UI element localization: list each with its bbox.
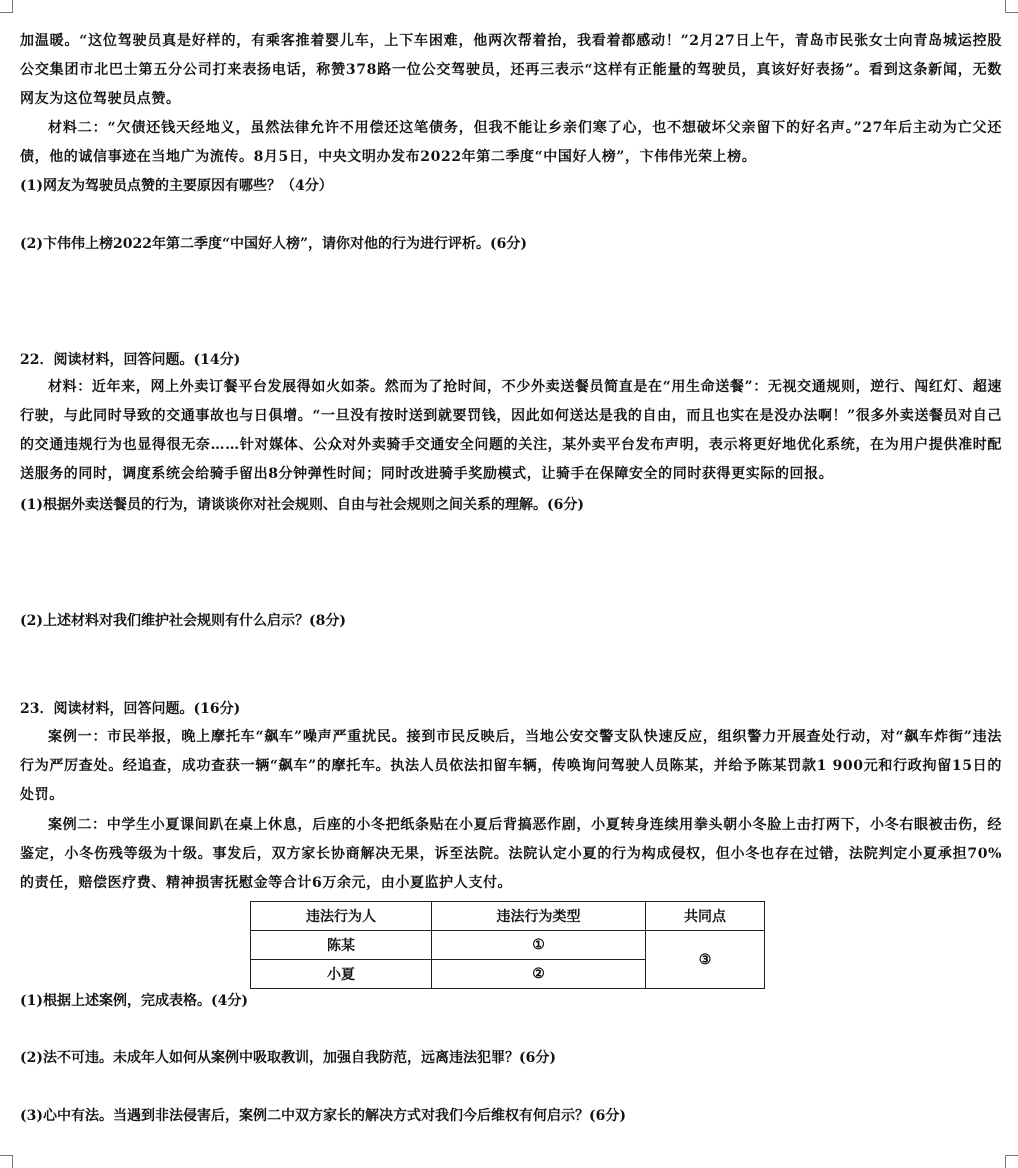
q22-material-label: 材料： xyxy=(48,379,92,395)
q22-title: 22．阅读材料，回答问题。(14分) xyxy=(20,352,241,368)
table-header-cell: 共同点 xyxy=(646,902,765,931)
q23-title: 23．阅读材料，回答问题。(16分) xyxy=(20,701,241,717)
case2-label: 案例二： xyxy=(48,817,107,833)
q23-case1 xyxy=(20,723,1002,810)
case1-label: 案例一： xyxy=(48,729,108,745)
material-two-label: 材料二： xyxy=(48,120,108,136)
crop-mark-bottom-right xyxy=(1005,1155,1018,1168)
q23-sub2: (2)法不可违。未成年人如何从案例中吸取教训，加强自我防范，远离违法犯罪？(6分) xyxy=(20,1050,556,1066)
q23-case2 xyxy=(20,811,1002,898)
table-cell-type: ② xyxy=(432,960,646,989)
table-header-cell: 违法行为人 xyxy=(251,902,432,931)
case1-text: 市民举报，晚上摩托车“飙车”噪声严重扰民。接到市民反映后，当地公安交警支队快速反应，组织警力开展查处行动，对“飙车炸街”违法行为严厉查处。经追查，成功查获一辆“飙车”的摩托车。执法人员依法扣留车辆，传唤询问驾驶人员陈某，并给予陈某罚款1 900元和行政拘留15日的处罚。 xyxy=(20,729,1002,803)
table-header-cell: 违法行为类型 xyxy=(432,902,646,931)
crop-mark-top-right xyxy=(1005,0,1018,13)
q23-sub3: (3)心中有法。当遇到非法侵害后，案例二中双方家长的解决方式对我们今后维权有何启示？(6分) xyxy=(20,1108,626,1124)
material-two xyxy=(20,114,1002,172)
table-cell-type: ① xyxy=(432,931,646,960)
table-cell-person: 小夏 xyxy=(251,960,432,989)
answer-table xyxy=(250,901,765,989)
q21-sub2: (2)卞伟伟上榜2022年第二季度“中国好人榜”，请你对他的行为进行评析。(6分) xyxy=(20,236,528,252)
table-row xyxy=(251,931,765,960)
q22-material xyxy=(20,373,1002,489)
q23-sub1: (1)根据上述案例，完成表格。(4分) xyxy=(20,993,248,1009)
q22-material-text: 近年来，网上外卖订餐平台发展得如火如荼。然而为了抢时间，不少外卖送餐员简直是在“用生命送餐”：无视交通规则，逆行、闯红灯、超速行驶，与此同时导致的交通事故也与日俱增。“一旦没有按时送到就要罚钱，因此如何送达是我的自由，而且也实在是没办法啊！”很多外卖送餐员对自己的交通违规行为也显得很无奈……针对媒体、公众对外卖骑手交通安全问题的关注，某外卖平台发布声明，表示将更好地优化系统，在为用户提供准时配送服务的同时，调度系统会给骑手留出8分钟弹性时间；同时改进骑手奖励模式，让骑手在保障安全的同时获得更实际的回报。 xyxy=(20,379,1002,482)
q22-sub1: (1)根据外卖送餐员的行为，请谈谈你对社会规则、自由与社会规则之间关系的理解。(6分) xyxy=(20,497,584,513)
crop-mark-top-left xyxy=(0,0,13,13)
table-header-row xyxy=(251,902,765,931)
table-cell-common: ③ xyxy=(646,931,765,989)
q22-sub2: (2)上述材料对我们维护社会规则有什么启示？(8分) xyxy=(20,613,346,629)
crop-mark-bottom-left xyxy=(0,1155,13,1168)
q21-sub1: (1)网友为驾驶员点赞的主要原因有哪些？（4分） xyxy=(20,178,333,194)
table-cell-person: 陈某 xyxy=(251,931,432,960)
material-one-tail: 加温暖。“这位驾驶员真是好样的，有乘客推着婴儿车，上下车困难，他两次帮着抬，我看着都感动！”2月27日上午，青岛市民张女士向青岛城运控股公交集团市北巴士第五分公司打来表扬电话，称赞378路一位公交驾驶员，还再三表示“这样有正能量的驾驶员，真该好好表扬”。看到这条新闻，无数网友为这位驾驶员点赞。 xyxy=(20,33,1002,107)
case2-text: 中学生小夏课间趴在桌上休息，后座的小冬把纸条贴在小夏后背搞恶作剧，小夏转身连续用拳头朝小冬脸上击打两下，小冬右眼被击伤，经鉴定，小冬伤残等级为十级。事发后，双方家长协商解决无果，诉至法院。法院认定小夏的行为构成侵权，但小冬也存在过错，法院判定小夏承担70%的责任，赔偿医疗费、精神损害抚慰金等合计6万余元，由小夏监护人支付。 xyxy=(20,817,1002,891)
material-two-text: “欠债还钱天经地义，虽然法律允许不用偿还这笔债务，但我不能让乡亲们寒了心，也不想破坏父亲留下的好名声。”27年后主动为亡父还债，他的诚信事迹在当地广为流传。8月5日，中央文明办发布2022年第二季度“中国好人榜”，卞伟伟光荣上榜。 xyxy=(20,120,1002,165)
